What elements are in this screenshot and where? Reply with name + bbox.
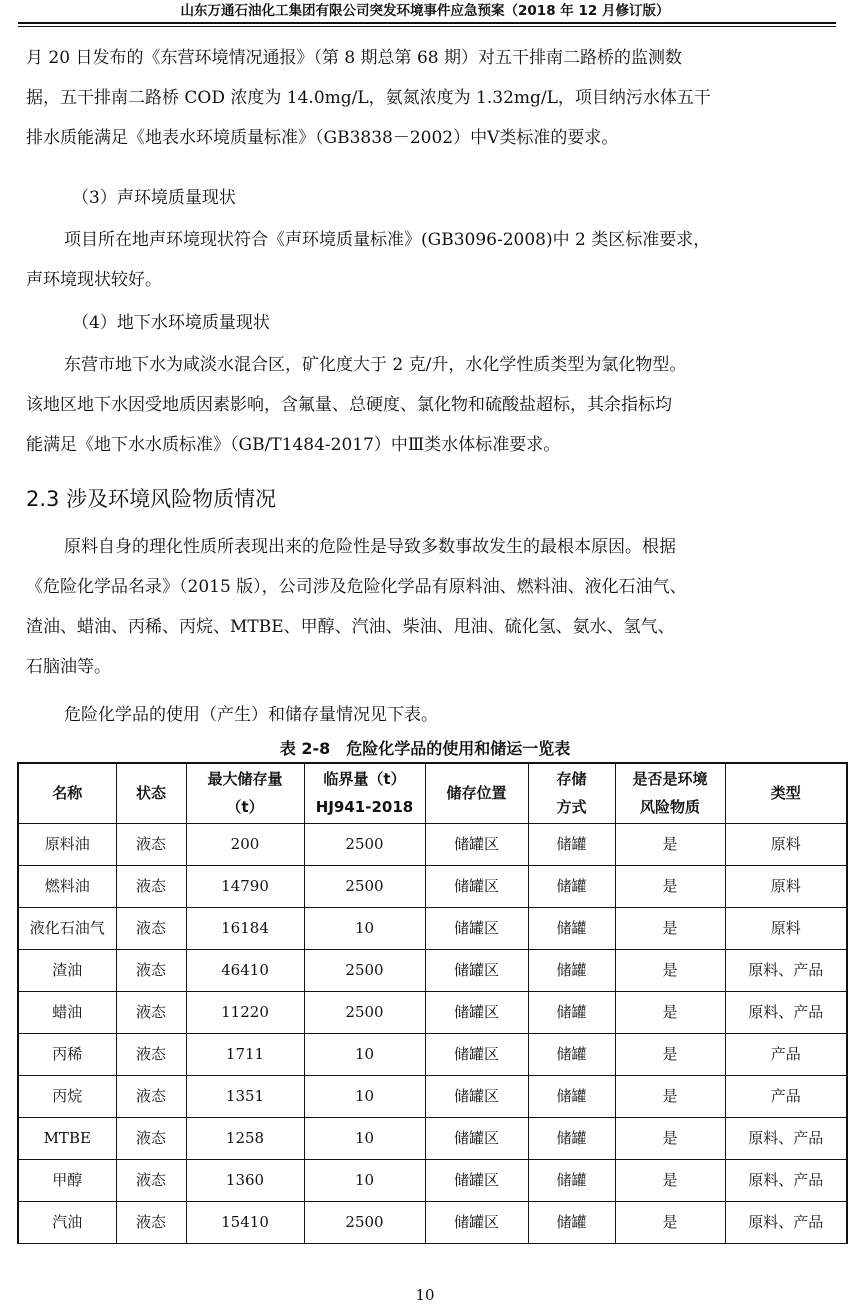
cell-type: 原料: [725, 823, 847, 865]
cell-environmental-risk: 是: [615, 1075, 725, 1117]
cell-location: 储罐区: [425, 1117, 528, 1159]
cell-location: 储罐区: [425, 949, 528, 991]
cell-storage-method: 储罐: [528, 991, 615, 1033]
text-line: 排水质能满足《地表水环境质量标准》（GB3838－2002）中Ⅴ类标准的要求。: [26, 128, 619, 148]
cell-critical-quantity: 2500: [304, 949, 425, 991]
header-max-storage-line1: 最大储存量: [207, 770, 283, 789]
header-critical-line1: 临界量（t）: [323, 770, 406, 789]
text-line: 月 20 日发布的《东营环境情况通报》（第 8 期总第 68 期）对五干排南二路桥的监测数: [26, 48, 683, 68]
cell-location: 储罐区: [425, 1075, 528, 1117]
page-number: 10: [415, 1286, 435, 1304]
cell-state: 液态: [116, 949, 186, 991]
cell-max-storage: 1351: [186, 1075, 304, 1117]
header-critical-line2: HJ941-2018: [315, 798, 414, 817]
cell-storage-method: 储罐: [528, 823, 615, 865]
paragraph-table-intro: [26, 695, 838, 735]
cell-max-storage: 15410: [186, 1201, 304, 1243]
text-line: 该地区地下水因受地质因素影响，含氟量、总硬度、氯化物和硫酸盐超标，其余指标均: [26, 395, 672, 415]
header-state: 状态: [116, 763, 186, 823]
cell-type: 原料、产品: [725, 1159, 847, 1201]
cell-type: 原料、产品: [725, 1201, 847, 1243]
cell-name: 甲醇: [18, 1159, 116, 1201]
cell-critical-quantity: 2500: [304, 1201, 425, 1243]
cell-environmental-risk: 是: [615, 865, 725, 907]
cell-critical-quantity: 2500: [304, 991, 425, 1033]
text-line: 项目所在地声环境现状符合《声环境质量标准》(GB3096-2008)中 2 类区标准要求，: [64, 230, 711, 250]
cell-name: 渣油: [18, 949, 116, 991]
cell-environmental-risk: 是: [615, 949, 725, 991]
cell-location: 储罐区: [425, 1033, 528, 1075]
subheading-noise: [26, 178, 838, 218]
cell-storage-method: 储罐: [528, 949, 615, 991]
hazardous-chemicals-table: [17, 762, 848, 1244]
cell-state: 液态: [116, 1033, 186, 1075]
cell-critical-quantity: 10: [304, 1117, 425, 1159]
cell-location: 储罐区: [425, 823, 528, 865]
cell-type: 产品: [725, 1033, 847, 1075]
header-location: 储存位置: [425, 763, 528, 823]
cell-environmental-risk: 是: [615, 1159, 725, 1201]
cell-type: 原料、产品: [725, 949, 847, 991]
cell-name: 液化石油气: [18, 907, 116, 949]
text-line: 渣油、蜡油、丙稀、丙烷、MTBE、甲醇、汽油、柴油、甩油、硫化氢、氨水、氢气、: [26, 617, 675, 637]
cell-state: 液态: [116, 865, 186, 907]
text-line: 声环境现状较好。: [26, 270, 162, 290]
cell-name: 丙稀: [18, 1033, 116, 1075]
table-row: [18, 865, 847, 907]
cell-environmental-risk: 是: [615, 991, 725, 1033]
cell-state: 液态: [116, 1201, 186, 1243]
paragraph-surface-water: [26, 38, 838, 158]
text-line: 据，五干排南二路桥 COD 浓度为 14.0mg/L，氨氮浓度为 1.32mg/L，项目纳污水体五干: [26, 88, 711, 108]
cell-type: 原料、产品: [725, 1117, 847, 1159]
cell-environmental-risk: 是: [615, 907, 725, 949]
paragraph-noise: [26, 220, 838, 300]
cell-state: 液态: [116, 1075, 186, 1117]
header-name: 名称: [18, 763, 116, 823]
table-body: [18, 823, 847, 1243]
cell-critical-quantity: 10: [304, 1075, 425, 1117]
cell-storage-method: 储罐: [528, 1159, 615, 1201]
text-line: 原料自身的理化性质所表现出来的危险性是导致多数事故发生的最根本原因。根据: [64, 537, 676, 557]
cell-storage-method: 储罐: [528, 1033, 615, 1075]
table-header-row: [18, 763, 847, 823]
text-line: 《危险化学品名录》（2015 版），公司涉及危险化学品有原料油、燃料油、液化石油气、: [26, 577, 687, 597]
cell-max-storage: 1258: [186, 1117, 304, 1159]
cell-critical-quantity: 10: [304, 1033, 425, 1075]
cell-max-storage: 11220: [186, 991, 304, 1033]
subheading-text: （3）声环境质量现状: [72, 188, 236, 208]
cell-storage-method: 储罐: [528, 1201, 615, 1243]
text-line: 石脑油等。: [26, 657, 111, 677]
header-risk-line1: 是否是环境: [632, 770, 708, 789]
cell-state: 液态: [116, 991, 186, 1033]
table-row: [18, 823, 847, 865]
text-line: 东营市地下水为咸淡水混合区，矿化度大于 2 克/升，水化学性质类型为氯化物型。: [64, 355, 687, 375]
header-risk-line2: 风险物质: [639, 798, 700, 817]
table-row: [18, 1033, 847, 1075]
cell-state: 液态: [116, 823, 186, 865]
cell-max-storage: 1360: [186, 1159, 304, 1201]
cell-type: 原料、产品: [725, 991, 847, 1033]
text-line: 危险化学品的使用（产生）和储存量情况见下表。: [64, 705, 438, 725]
cell-critical-quantity: 10: [304, 1159, 425, 1201]
table-row: [18, 1159, 847, 1201]
cell-environmental-risk: 是: [615, 1033, 725, 1075]
cell-max-storage: 1711: [186, 1033, 304, 1075]
paragraph-groundwater: [26, 345, 838, 465]
subheading-text: （4）地下水环境质量现状: [72, 313, 270, 333]
table-caption: 表 2-8 危险化学品的使用和储运一览表: [279, 739, 571, 758]
header-rule-thin: [18, 26, 836, 27]
cell-storage-method: 储罐: [528, 907, 615, 949]
table-row: [18, 907, 847, 949]
cell-max-storage: 46410: [186, 949, 304, 991]
header-type: 类型: [725, 763, 847, 823]
subheading-groundwater: [26, 303, 838, 343]
header-method-line1: 存储: [556, 770, 587, 789]
cell-critical-quantity: 2500: [304, 823, 425, 865]
header-max-storage: [186, 763, 304, 823]
cell-location: 储罐区: [425, 1159, 528, 1201]
cell-storage-method: 储罐: [528, 865, 615, 907]
cell-max-storage: 16184: [186, 907, 304, 949]
table-row: [18, 1117, 847, 1159]
cell-max-storage: 200: [186, 823, 304, 865]
cell-type: 原料: [725, 865, 847, 907]
text-line: 能满足《地下水水质标准》（GB/T1484-2017）中Ⅲ类水体标准要求。: [26, 435, 561, 455]
cell-name: 蜡油: [18, 991, 116, 1033]
header-storage-method: [528, 763, 615, 823]
cell-environmental-risk: 是: [615, 1117, 725, 1159]
table-row: [18, 991, 847, 1033]
cell-name: 汽油: [18, 1201, 116, 1243]
cell-type: 原料: [725, 907, 847, 949]
section-title: 2.3 涉及环境风险物质情况: [26, 487, 277, 511]
cell-storage-method: 储罐: [528, 1075, 615, 1117]
paragraph-hazardous-materials: [26, 527, 838, 687]
header-environmental-risk: [615, 763, 725, 823]
table-row: [18, 1075, 847, 1117]
table-row: [18, 949, 847, 991]
cell-environmental-risk: 是: [615, 823, 725, 865]
header-method-line2: 方式: [556, 798, 587, 817]
cell-state: 液态: [116, 1159, 186, 1201]
cell-name: 丙烷: [18, 1075, 116, 1117]
cell-type: 产品: [725, 1075, 847, 1117]
cell-storage-method: 储罐: [528, 1117, 615, 1159]
cell-name: MTBE: [18, 1117, 116, 1159]
cell-critical-quantity: 2500: [304, 865, 425, 907]
cell-location: 储罐区: [425, 865, 528, 907]
table-row: [18, 1201, 847, 1243]
cell-location: 储罐区: [425, 991, 528, 1033]
cell-max-storage: 14790: [186, 865, 304, 907]
cell-critical-quantity: 10: [304, 907, 425, 949]
header-critical-quantity: [304, 763, 425, 823]
cell-state: 液态: [116, 1117, 186, 1159]
cell-location: 储罐区: [425, 907, 528, 949]
running-header: 山东万通石油化工集团有限公司突发环境事件应急预案（2018 年 12 月修订版）: [180, 3, 670, 19]
header-rule-thick: [18, 22, 836, 24]
header-max-storage-line2: （t）: [226, 798, 264, 817]
cell-location: 储罐区: [425, 1201, 528, 1243]
cell-state: 液态: [116, 907, 186, 949]
cell-name: 燃料油: [18, 865, 116, 907]
cell-name: 原料油: [18, 823, 116, 865]
cell-environmental-risk: 是: [615, 1201, 725, 1243]
